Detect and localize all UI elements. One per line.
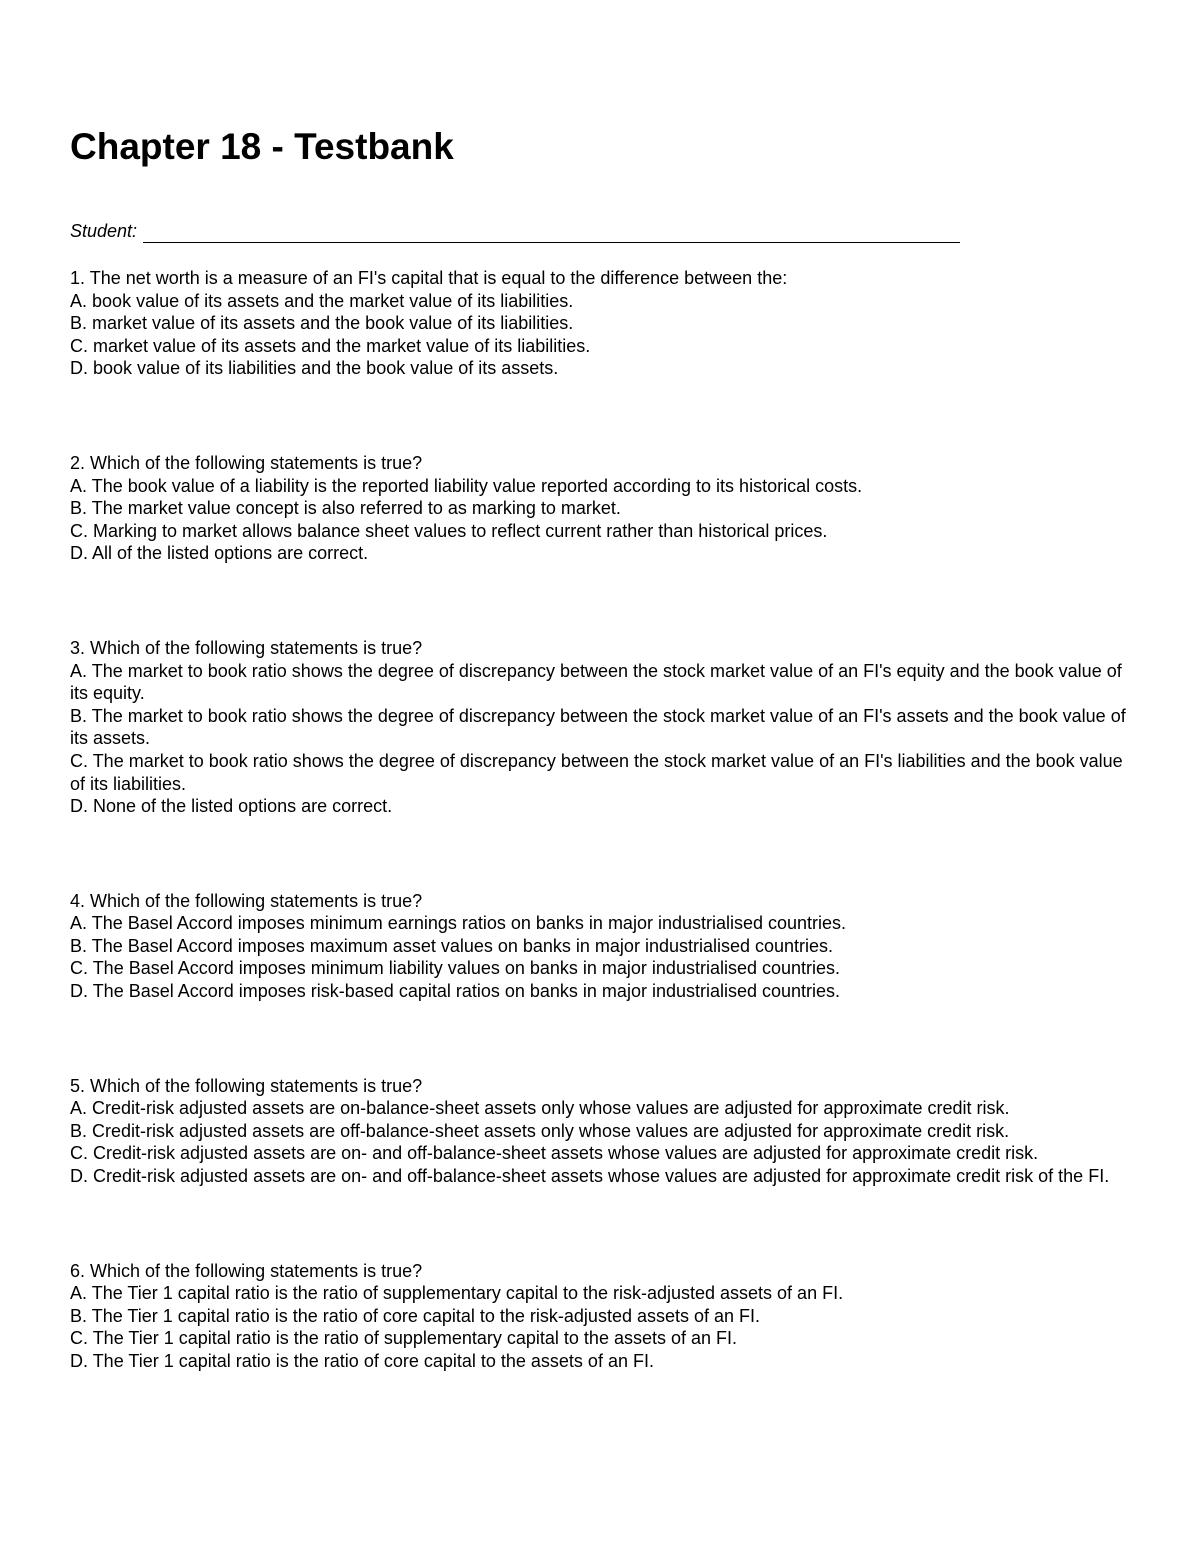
answer-option-c — [70, 1327, 1130, 1350]
option-letter: D. — [70, 981, 88, 1002]
answer-option-a — [70, 290, 1130, 313]
answer-option-b — [70, 935, 1130, 958]
option-letter: B. — [70, 498, 88, 519]
question-text: Which of the following statements is true? — [90, 452, 423, 473]
option-text: The Basel Accord imposes minimum liability values on banks in major industrialised countries. — [92, 958, 841, 979]
question-text: Which of the following statements is true? — [90, 1260, 423, 1281]
question-5 — [70, 1075, 1130, 1188]
answer-option-b — [70, 497, 1130, 520]
answer-option-d — [70, 357, 1130, 380]
question-6 — [70, 1260, 1130, 1373]
option-letter: D. — [70, 1351, 88, 1371]
option-letter: A. — [70, 1098, 88, 1119]
question-4 — [70, 890, 1130, 1003]
option-text: Credit-risk adjusted assets are on- and off-balance-sheet assets whose values are adjusted for approximate credit risk of the FI. — [93, 1166, 1110, 1187]
answer-option-d — [70, 980, 1130, 1003]
question-3 — [70, 637, 1130, 818]
answer-option-d — [70, 1165, 1130, 1188]
question-number: 6. — [70, 1260, 86, 1281]
option-letter: A. — [70, 1283, 88, 1304]
student-name-blank — [143, 223, 960, 243]
option-text: Credit-risk adjusted assets are off-balance-sheet assets only whose values are adjusted for approximate credit risk. — [92, 1120, 1010, 1141]
option-text: market value of its assets and the book value of its liabilities. — [92, 313, 574, 334]
question-stem — [70, 1260, 1130, 1283]
option-letter: B. — [70, 1120, 88, 1141]
option-letter: C. — [70, 750, 88, 771]
answer-option-c — [70, 1142, 1130, 1165]
option-text: The Tier 1 capital ratio is the ratio of core capital to the assets of an FI. — [92, 1351, 654, 1371]
option-letter: B. — [70, 935, 88, 956]
document-title: Chapter 18 - Testbank — [70, 126, 454, 167]
option-letter: B. — [70, 1305, 88, 1326]
option-text: book value of its liabilities and the book value of its assets. — [93, 358, 559, 379]
option-letter: D. — [70, 358, 88, 379]
student-label: Student: — [70, 221, 138, 241]
answer-option-a — [70, 1097, 1130, 1120]
answer-option-d — [70, 795, 1130, 818]
answer-option-d — [70, 542, 1130, 565]
question-number: 4. — [70, 890, 86, 911]
answer-option-a — [70, 660, 1130, 705]
option-text: book value of its assets and the market value of its liabilities. — [92, 290, 574, 311]
option-text: The market to book ratio shows the degree of discrepancy between the stock market value of an FI's liabilities and the book value of its liabilities. — [70, 750, 1123, 794]
option-text: The Basel Accord imposes maximum asset values on banks in major industrialised countries. — [91, 935, 834, 956]
answer-option-b — [70, 312, 1130, 335]
option-text: The Tier 1 capital ratio is the ratio of supplementary capital to the risk-adjusted assets of an FI. — [91, 1283, 844, 1304]
question-stem — [70, 637, 1130, 660]
option-text: The Tier 1 capital ratio is the ratio of core capital to the risk-adjusted assets of an FI. — [91, 1305, 761, 1326]
option-text: The Basel Accord imposes minimum earnings ratios on banks in major industrialised countries. — [91, 913, 847, 934]
option-letter: A. — [70, 290, 88, 311]
answer-option-a — [70, 912, 1130, 935]
option-letter: D. — [70, 796, 88, 817]
question-1 — [70, 267, 1130, 380]
option-letter: B. — [70, 705, 88, 726]
option-text: The market to book ratio shows the degree of discrepancy between the stock market value of an FI's equity and the book value of its equity. — [70, 660, 1122, 704]
question-text: Which of the following statements is true? — [90, 1075, 423, 1096]
option-letter: A. — [70, 660, 88, 681]
question-number: 5. — [70, 1075, 86, 1096]
option-text: None of the listed options are correct. — [93, 796, 393, 817]
answer-option-b — [70, 1305, 1130, 1328]
option-letter: C. — [70, 958, 88, 979]
option-text: Credit-risk adjusted assets are on- and off-balance-sheet assets whose values are adjusted for approximate credit risk. — [93, 1143, 1039, 1164]
question-text: The net worth is a measure of an FI's capital that is equal to the difference between the: — [89, 268, 788, 288]
option-letter: A. — [70, 475, 88, 496]
option-text: Credit-risk adjusted assets are on-balance-sheet assets only whose values are adjusted for approximate credit risk. — [92, 1098, 1010, 1119]
student-name-row — [70, 219, 960, 243]
answer-option-b — [70, 705, 1130, 750]
option-letter: C. — [70, 335, 88, 356]
question-list — [70, 267, 1130, 1445]
answer-option-c — [70, 335, 1130, 358]
option-letter: D. — [70, 1166, 88, 1187]
option-text: The market to book ratio shows the degree of discrepancy between the stock market value of an FI's assets and the book value of its assets. — [70, 705, 1126, 749]
question-stem — [70, 890, 1130, 913]
answer-option-a — [70, 1282, 1130, 1305]
option-text: The Basel Accord imposes risk-based capital ratios on banks in major industrialised countries. — [92, 981, 841, 1002]
option-text: The book value of a liability is the reported liability value reported according to its historical costs. — [91, 475, 863, 496]
option-text: market value of its assets and the market value of its liabilities. — [93, 335, 591, 356]
option-letter: C. — [70, 1143, 88, 1164]
option-text: All of the listed options are correct. — [92, 543, 369, 564]
question-stem — [70, 1075, 1130, 1098]
answer-option-a — [70, 475, 1130, 498]
question-stem — [70, 452, 1130, 475]
option-text: The market value concept is also referred to as marking to market. — [91, 498, 621, 519]
answer-option-d — [70, 1350, 1130, 1373]
question-number: 2. — [70, 452, 86, 473]
option-letter: D. — [70, 543, 88, 564]
question-stem — [70, 267, 1130, 290]
option-letter: A. — [70, 913, 88, 934]
answer-option-c — [70, 520, 1130, 543]
question-number: 1. — [70, 268, 86, 288]
question-number: 3. — [70, 637, 86, 658]
option-letter: C. — [70, 520, 88, 541]
option-letter: C. — [70, 1328, 88, 1349]
answer-option-c — [70, 957, 1130, 980]
question-2 — [70, 452, 1130, 565]
option-text: Marking to market allows balance sheet values to reflect current rather than historical prices. — [93, 520, 828, 541]
option-text: The Tier 1 capital ratio is the ratio of supplementary capital to the assets of an FI. — [92, 1328, 738, 1349]
question-text: Which of the following statements is true? — [90, 890, 423, 911]
question-text: Which of the following statements is true? — [90, 637, 423, 658]
answer-option-c — [70, 750, 1130, 795]
answer-option-b — [70, 1120, 1130, 1143]
option-letter: B. — [70, 313, 88, 334]
